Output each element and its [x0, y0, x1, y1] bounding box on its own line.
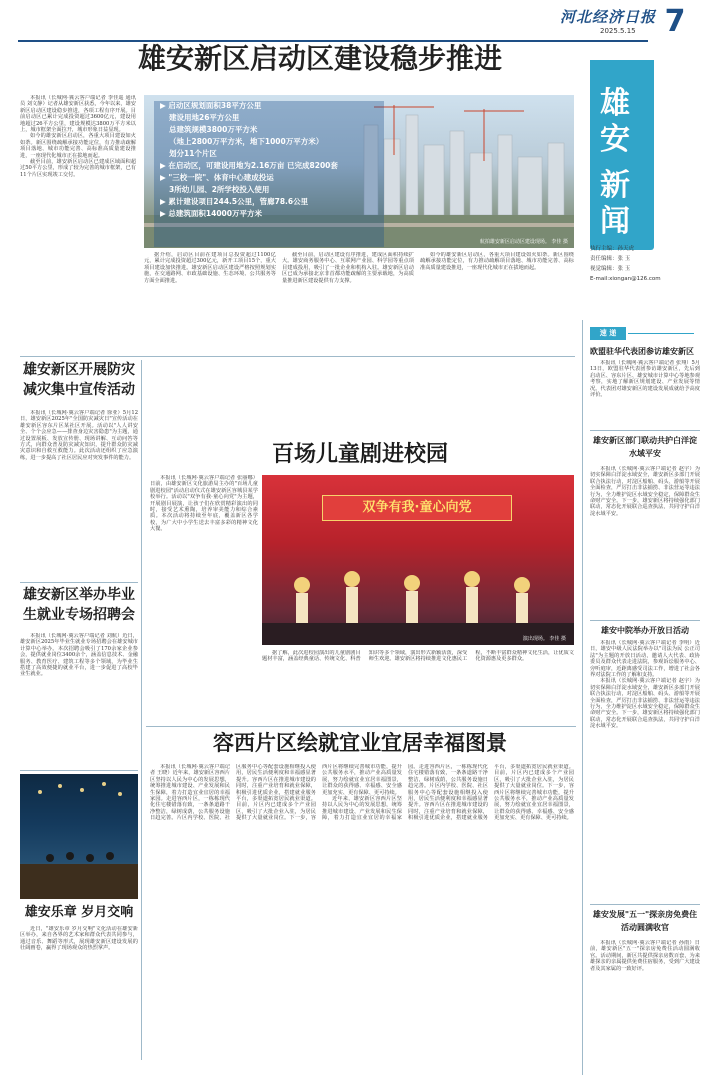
bullet-3: 总建筑规模3800万平方米	[169, 125, 258, 134]
express-badge: 速 递	[590, 327, 626, 340]
main-paragraph: 据介绍，启动区目前在建项目总投资超过1100亿元，累计完成投资超过300亿元，新开工项目15个，重大项目建设加快推进。雄安新区启动区建设严格按照规划实施，在交通路网、市政基础设施、生态环境、公共服务等方面全面推进。	[144, 252, 276, 284]
side-banner	[590, 60, 698, 350]
main-headline: 雄安新区启动区建设稳步推进	[137, 42, 502, 75]
side-banner-char-2: 安	[600, 122, 630, 157]
bullet-9: ▶ 累计建设项目244.5公里，管廊78.6公里	[160, 197, 309, 206]
issue-date: 2025.5.15	[600, 27, 636, 35]
side-banner-char-3: 新	[600, 168, 630, 203]
brief-1-body: 本报讯（长城网·冀云客户端记者 张翔）5月13日，欧盟驻华代表团参访雄安新区，先后到启动区、容东片区、雄安城市计算中心等地参观考察，实地了解新区规划建设、产业发展等情况。代表团对雄安新区的建设发展成就给予高度评价。	[590, 360, 700, 399]
theater-body-right: 据了解，此次进校园演出的儿童剧剧目题材丰富，涵盖经典童话、传统文化、科普知识等多个领域，演出形式新颖活泼，深受师生欢迎。雄安新区将持续推进文化惠民工程，不断丰富群众精神文化生活，让优质文化资源惠及更多群众。	[262, 650, 574, 663]
main-story-col-2	[144, 252, 276, 352]
brief-2-body: 本报讯（长城网·冀云客户端记者 赵宇）为切实保障白洋淀水域安全，雄安新区多部门开展联合执法行动，对淀区船舶、码头、游船等开展全面检查，严厉打击非法捕捞、非法营运等违法行为，全力维护淀区水域安全稳定，保障群众生命财产安全。下一步，雄安新区将持续强化部门联动，常态化开展联合巡查执法，共同守护白洋淀水域平安。	[590, 466, 700, 517]
credit-line: 责任编辑：张 玉	[590, 256, 631, 262]
right-divider-3	[590, 904, 700, 905]
bullet-7: ▶ "三校一院"、体育中心建成投运	[160, 173, 274, 182]
left-story-3-body: 近日，"雄安乐章 岁月交响"文化活动在雄安新区举办，来自各界的艺术家和群众代表共同参与，通过音乐、舞蹈等形式，展现雄安新区建设发展的壮阔画卷，赢得了现场观众的热烈掌声。	[20, 926, 138, 952]
express-rule	[628, 333, 694, 334]
bullet-10: ▶ 总建筑面积14000万平方米	[160, 209, 262, 218]
credits	[590, 244, 698, 284]
brief-3-headline: 雄安中院举办开放日活动	[601, 626, 689, 635]
photo-caption: 航拍雄安新区启动区建设现场。 李佳 摄	[479, 239, 568, 245]
main-paragraph: 如今的雄安新区启动区，各重大项目建设如火如荼。新区围绕疏解承接功能定位，有力推动疏解项目落地、城市功能完善、高标准高质量建设推进，一座现代化城市正在拔地而起。	[20, 133, 136, 159]
right-divider-1	[590, 430, 700, 431]
main-story-col-1	[20, 95, 136, 353]
left-story-1-byline: 本报讯（长城网·冀云客户端记者 徐亚）	[30, 410, 123, 416]
credit-line: 视觉编辑：张 玉	[590, 266, 631, 272]
theater-photo	[262, 475, 574, 645]
left-divider-2	[20, 770, 138, 771]
main-bullets	[160, 100, 380, 245]
page-number: 7	[664, 4, 686, 39]
bullet-1: ▶ 启动区规划面积38平方公里	[160, 101, 262, 110]
bullet-5: 划分11个片区	[169, 149, 217, 158]
left-story-2-body: 本报讯（长城网·冀云客户端记者 刘航）近日，雄安新区2025年毕业生就业专场招聘会在雄安城市计算中心举办。本次招聘会吸引了170余家企业参会，提供就业岗位3400余个，涵盖信息技术、金融服务、教育医疗、建筑工程等多个领域，为毕业生搭建了高效便捷的就业平台，进一步促进了高校毕业生就业。	[20, 633, 138, 678]
brief-1-headline: 欧盟驻华代表团参访雄安新区	[590, 347, 694, 356]
bottom-headline: 容西片区绘就宜业宜居幸福图景	[213, 731, 507, 755]
concert-photo	[20, 774, 138, 899]
bullet-6: ▶ 在启动区，可建设用地为2.16万亩 已完成8200套	[160, 161, 338, 170]
left-divider-1	[20, 582, 138, 583]
left-story-1-body: 本报讯（长城网·冀云客户端记者 徐亚）5月12日，雄安新区2025年"全国防灾减灾日"宣传活动在雄安新区容东片区某社区开展。活动以"人人讲安全、个个会应急——排查身边灾害隐患"为主题，通过设置展板、发放宣传册、现场讲解、互动问答等方式，向群众普及防灾减灾知识，提升群众防灾减灾意识和自救互救能力。此次活动还组织了应急演练，进一步提高了社区居民应对突发事件的能力。	[20, 410, 138, 461]
main-story-col-3	[282, 252, 414, 352]
section-divider-2	[146, 726, 576, 727]
theater-headline: 百场儿童剧进校园	[271, 442, 448, 467]
main-story-col-4	[420, 252, 574, 352]
right-vertical-divider	[582, 320, 583, 1075]
bottom-body: 本报讯（长城网·冀云客户端记者 王晓）近年来，雄安新区容西片区坚持以人民为中心的发展思想，统筹推进城市建设、产业发展和民生保障，着力打造宜业宜居的幸福家园。走进容西片区，一栋栋现代化住宅楼错落有致，一条条道路干净整洁，绿树成荫，公共服务设施日趋完善。片区内学校、医院、社区服务中心等配套设施相继投入使用，居民生活便利度和幸福感显著提升。容西片区在推进城市建设的同时，注重产业培育和就业保障，积极引进优质企业，搭建就业服务平台，多渠道拓宽居民就业渠道。目前，片区内已建成多个产业园区，吸引了大批企业入驻，为居民提供了大量就业岗位。下一步，容西片区将继续完善城市功能，提升公共服务水平，推动产业高质量发展，努力绘就宜业宜居幸福图景，让群众的获得感、幸福感、安全感更加充实、更有保障、更可持续。 近年来，雄安新区容西片区坚持以人民为中心的发展思想，统筹推进城市建设、产业发展和民生保障，着力打造宜业宜居的幸福家园。走进容西片区，一栋栋现代化住宅楼错落有致，一条条道路干净整洁，绿树成荫，公共服务设施日趋完善。片区内学校、医院、社区服务中心等配套设施相继投入使用，居民生活便利度和幸福感显著提升。容西片区在推进城市建设的同时，注重产业培育和就业保障，积极引进优质企业，搭建就业服务平台，多渠道拓宽居民就业渠道。目前，片区内已建成多个产业园区，吸引了大批企业入驻，为居民提供了大量就业岗位。下一步，容西片区将继续完善城市功能，提升公共服务水平，推动产业高质量发展，努力绘就宜业宜居幸福图景，让群众的获得感、幸福感、安全感更加充实、更有保障、更可持续。	[150, 764, 574, 822]
bullet-4: （地上2800万平方米，地下1000万平方米）	[169, 137, 324, 146]
theater-banner: 双争有我·童心向党	[322, 495, 512, 521]
bullet-8: 3所幼儿园、2所学校投入使用	[169, 185, 270, 194]
side-banner-char-4: 闻	[600, 204, 630, 239]
theater-photo-caption: 演出现场。 李佳 摄	[522, 636, 566, 642]
credit-line: E-mail:xiongan@126.com	[590, 276, 661, 282]
right-divider-2	[590, 620, 700, 621]
brief-4-body: 本报讯（长城网·冀云客户端记者 孙雨）日前，雄安新区"五一"探亲房免费住活动圆满收官。活动期间，新区共提供探亲房数百套，为来雄探亲的亲属提供免费住宿服务，受到广大建设者及其家属的一致好评。	[590, 940, 700, 972]
section-divider	[20, 356, 575, 357]
left-story-2-headline: 雄安新区举办毕业生就业专场招聘会	[23, 587, 135, 623]
left-story-2-byline: 本报讯（长城网·冀云客户端记者 刘航）	[30, 633, 123, 639]
brief-4-headline: 雄安发展"五一"探亲房免费住活动圆满收官	[592, 910, 698, 932]
bullet-2: 建设用地26平方公里	[169, 113, 240, 122]
theater-byline: 本报讯（长城网·冀云客户端记者 张丽娜）	[160, 475, 258, 481]
paper-name: 河北经济日报	[560, 8, 657, 26]
express-label	[590, 327, 698, 341]
main-paragraph: 截至目前，启动区建设有序推进，建成区面积持续扩大。雄安商务服务中心、互联网产业园、科学园等重点项目建成投用，吸引了一批企业和机构入驻。雄安新区启动区已成为承接北京非首都功能疏解的主要承载地，为高质量推进新区建设提供有力支撑。	[282, 252, 414, 284]
main-byline: 本报讯（长城网·冀云客户端记者 李佳遥 通讯员 刘文静）	[20, 95, 136, 108]
vertical-divider	[141, 360, 142, 1060]
side-banner-block	[590, 60, 654, 250]
masthead	[0, 0, 708, 44]
credit-line: 执行主编：孙天虎	[590, 246, 635, 252]
main-paragraph: 记者从雄安新区获悉，今年以来，雄安新区启动区建设稳步推进，各项工程有序开展。目前启动区已累计完成投资超过3600亿元，建设用地超过26平方公里，建设规模达3800万平方米以上，城市框架全面拉开，城市形象日益显现。	[20, 101, 136, 134]
brief-3-body: 本报讯（长城网·冀云客户端记者 李明）近日，雄安中级人民法院举办以"司法为民 公正司法"为主题的开放日活动，邀请人大代表、政协委员及群众代表走进法院，参观诉讼服务中心、旁听庭审，近距离感受司法工作，增进了社会各界对法院工作的了解和支持。 本报讯（长城网·冀云客户端记者 赵宇）为切实保障白洋淀水域安全，雄安新区多部门开展联合执法行动，对淀区船舶、码头、游船等开展全面检查，严厉打击非法捕捞、非法营运等违法行为，全力维护淀区水域安全稳定，保障群众生命财产安全。下一步，雄安新区将持续强化部门联动，常态化开展联合巡查执法，共同守护白洋淀水域平安。	[590, 640, 700, 730]
main-paragraph: 截至目前，雄安新区启动区已建成区域面积超过50平方公里，形成了较为完善的城市框架，已有11个片区实现竣工交付。	[20, 159, 136, 178]
left-story-3-headline: 雄安乐章 岁月交响	[24, 905, 134, 920]
bottom-byline: 本报讯（长城网·冀云客户端记者 王晓）	[150, 764, 230, 777]
main-paragraph: 如今的雄安新区启动区，各重大项目建设如火如荼。新区围绕疏解承接功能定位，有力推动疏解项目落地、城市功能完善、高标准高质量建设推进，一座现代化城市正在拔地而起。	[420, 252, 574, 271]
brief-2-headline: 雄安新区部门联动共护白洋淀水域平安	[593, 436, 697, 458]
theater-body-left: 本报讯（长城网·冀云客户端记者 张丽娜）日前，由雄安新区文化旅游局主办的"百场儿童剧进校园"活动启动仪式在雄安新区容城县某学校举行。活动以"双争有我·童心向党"为主题，开展剧目展演，让孩子们在欣赏精彩演出的同时，接受艺术熏陶，培养审美能力和综合素质。本次活动将持续至年底，覆盖新区各学校，为广大中小学生送去丰富多彩的精神文化大餐。	[150, 475, 258, 533]
side-banner-char-1: 雄	[600, 86, 630, 121]
concert-scene	[20, 774, 138, 899]
left-story-1-headline: 雄安新区开展防灾减灾集中宣传活动	[23, 362, 135, 398]
